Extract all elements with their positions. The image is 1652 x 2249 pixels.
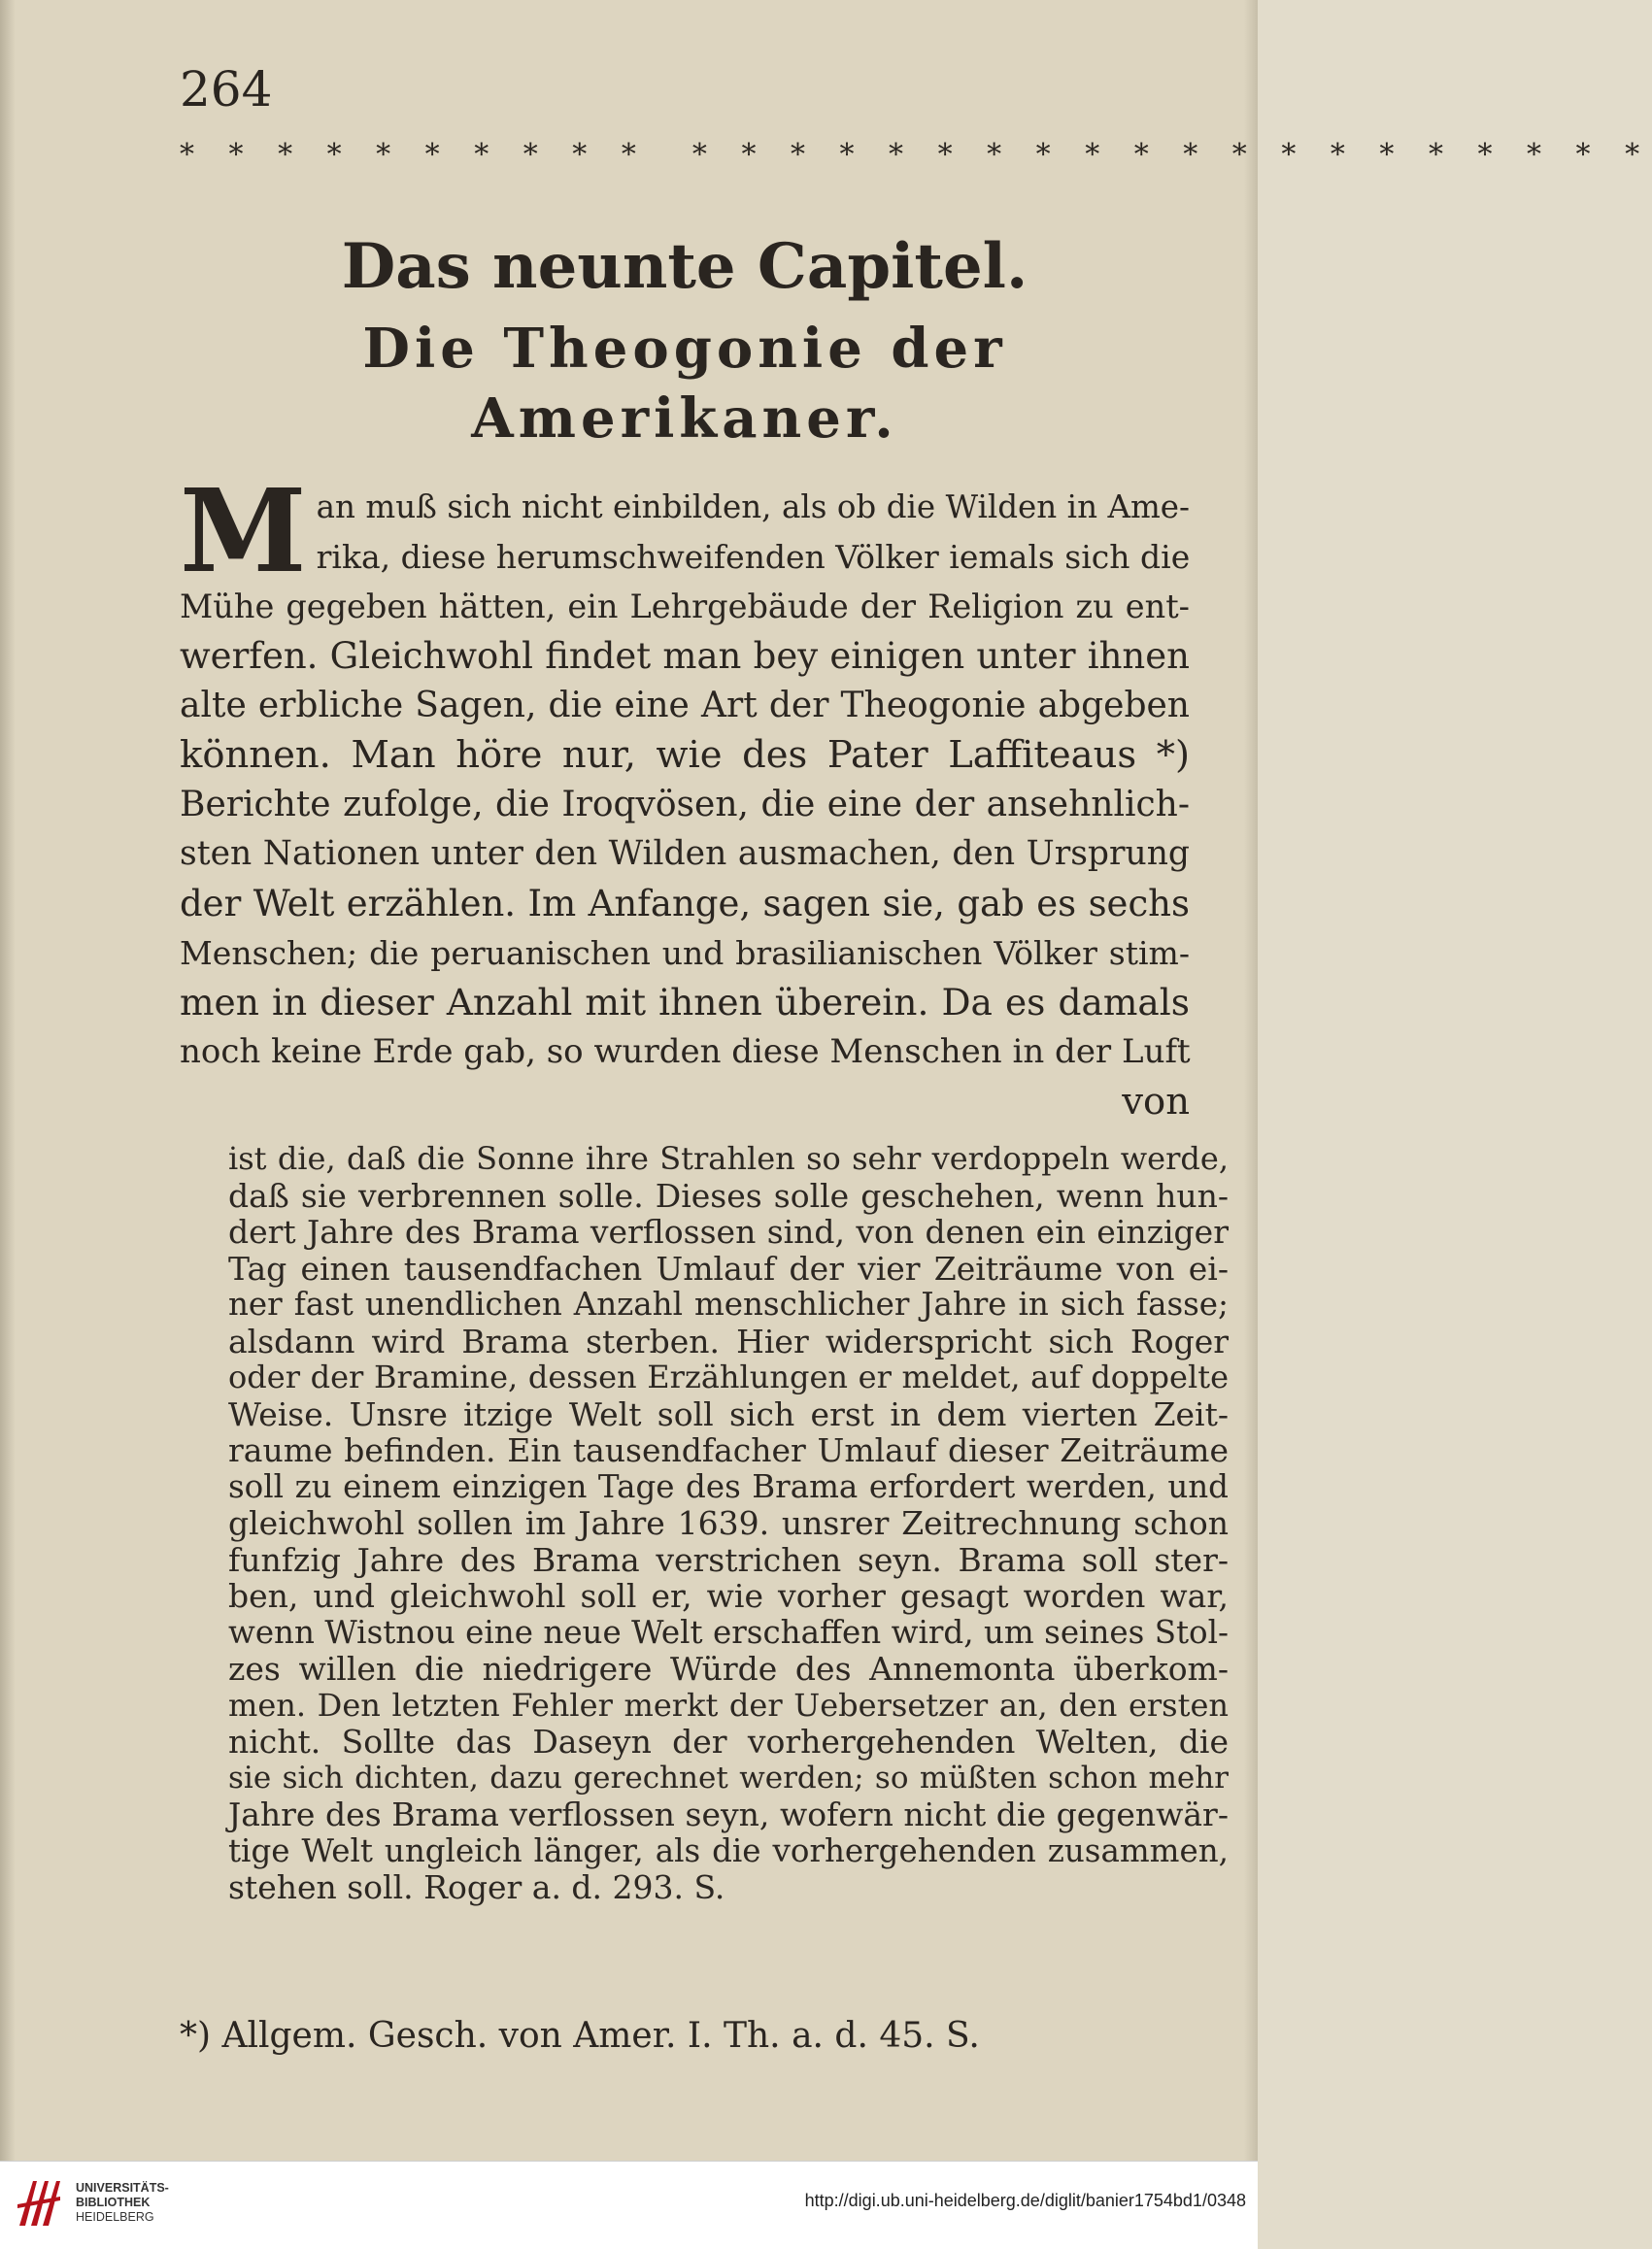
body-line: werfen. Gleichwohl findet man bey einigen unter ihnen (180, 635, 1190, 677)
page-edge-right (1244, 0, 1258, 2161)
footnote-line: stehen soll. Roger a. d. 293. S. (228, 1868, 725, 1906)
chapter-title: Das neunte Capitel. (341, 230, 1028, 303)
stars-divider (180, 138, 1652, 172)
body-line: Berichte zufolge, die Iroqvösen, die eine der ansehnlich- (180, 785, 1190, 824)
footnote-line: oder der Bramine, dessen Erzählungen er meldet, auf doppelte (228, 1359, 1229, 1395)
footnote-line: gleichwohl sollen im Jahre 1639. unsrer Zeitrechnung schon (228, 1504, 1229, 1542)
body-line: men in dieser Anzahl mit ihnen überein. Da es damals (180, 981, 1190, 1024)
footnote-line: Jahre des Brama verflossen seyn, wofern nicht die gegenwär- (228, 1796, 1229, 1833)
body-line: können. Man höre nur, wie des Pater Laffiteaus *) (180, 733, 1190, 777)
drop-cap: M (180, 463, 307, 598)
stars-right: * * * * * * * * * * * * * * * * * * * * (691, 138, 1652, 172)
body-line: der Welt erzählen. Im Anfange, sagen sie, gab es sechs (180, 883, 1190, 924)
footnote-line: zes willen die niedrigere Würde des Annemonta überkom- (228, 1650, 1229, 1688)
page-number: 264 (180, 61, 273, 117)
footnote-line: dert Jahre des Brama verflossen sind, von denen ein einziger (228, 1213, 1229, 1251)
body-line: Menschen; die peruanischen und brasilianischen Völker stim- (180, 934, 1190, 972)
library-name-line: UNIVERSITÄTS- (76, 2181, 169, 2195)
footnote-line: ist die, daß die Sonne ihre Strahlen so sehr verdoppeln werde, (228, 1140, 1229, 1177)
body-line: rika, diese herumschweifenden Völker iemals sich die (316, 538, 1191, 576)
body-line: noch keine Erde gab, so wurden diese Menschen in der Luft (180, 1032, 1191, 1071)
footnote-line: ben, und gleichwohl soll er, wie vorher gesagt worden war, (228, 1577, 1229, 1615)
footnote-line: raume befinden. Ein tausendfacher Umlauf dieser Zeiträume (228, 1431, 1229, 1469)
footnote-continuation (228, 1141, 1229, 1906)
footnote-line: nicht. Sollte das Daseyn der vorhergehenden Welten, die (228, 1723, 1229, 1761)
footnote-line: Tag einen tausendfachen Umlauf der vier Zeiträume von ei- (228, 1249, 1229, 1288)
footnote-line: daß sie verbrennen solle. Dieses solle geschehen, wenn hun- (228, 1176, 1229, 1215)
footnote-line: Weise. Unsre itzige Welt soll sich erst in dem vierten Zeit- (228, 1394, 1229, 1433)
footnote-line: soll zu einem einzigen Tage des Brama erfordert werden, und (228, 1467, 1229, 1505)
reference-footnote: *) Allgem. Gesch. von Amer. I. Th. a. d. 45. S. (180, 2016, 980, 2056)
stars-left: * * * * * * * * * * (180, 138, 649, 172)
footnote-line: men. Den letzten Fehler merkt der Uebersetzer an, den ersten (228, 1686, 1229, 1724)
body-line: an muß sich nicht einbilden, als ob die Wilden in Ame- (316, 488, 1190, 525)
viewer-footer (0, 2161, 1258, 2249)
footnote-line: funfzig Jahre des Brama verstrichen seyn. Brama soll ster- (228, 1540, 1229, 1579)
body-line: Mühe gegeben hätten, ein Lehrgebäude der Religion zu ent- (180, 587, 1190, 625)
footnote-line: ner fast unendlichen Anzahl menschlicher Jahre in sich fasse; (228, 1286, 1229, 1323)
library-name-line: HEIDELBERG (76, 2210, 154, 2224)
page-content (180, 58, 1652, 2056)
library-logo-icon (14, 2175, 64, 2232)
body-line: sten Nationen unter den Wilden ausmachen, den Ursprung (180, 834, 1190, 873)
footnote-line: alsdann wird Brama sterben. Hier widerspricht sich Roger (228, 1322, 1229, 1360)
footnote-line: wenn Wistnou eine neue Welt erschaffen wird, um seines Stol- (228, 1613, 1229, 1651)
footnote-line: tige Welt ungleich länger, als die vorhergehenden zusammen, (228, 1831, 1229, 1869)
body-text (180, 463, 1191, 1126)
body-line: alte erbliche Sagen, die eine Art der Theogonie abgeben (180, 686, 1190, 725)
page-edge-left (0, 0, 16, 2161)
permalink-url[interactable]: http://digi.ub.uni-heidelberg.de/diglit/banier1754bd1/0348 (804, 2191, 1246, 2210)
library-name-line: BIBLIOTHEK (76, 2196, 151, 2209)
catchword: von (1122, 1080, 1190, 1124)
footnote-line: sie sich dichten, dazu gerechnet werden; so müßten schon mehr (228, 1760, 1229, 1796)
chapter-subtitle: Die Theogonie der Amerikaner. (362, 317, 1007, 451)
library-name (76, 2181, 169, 2225)
